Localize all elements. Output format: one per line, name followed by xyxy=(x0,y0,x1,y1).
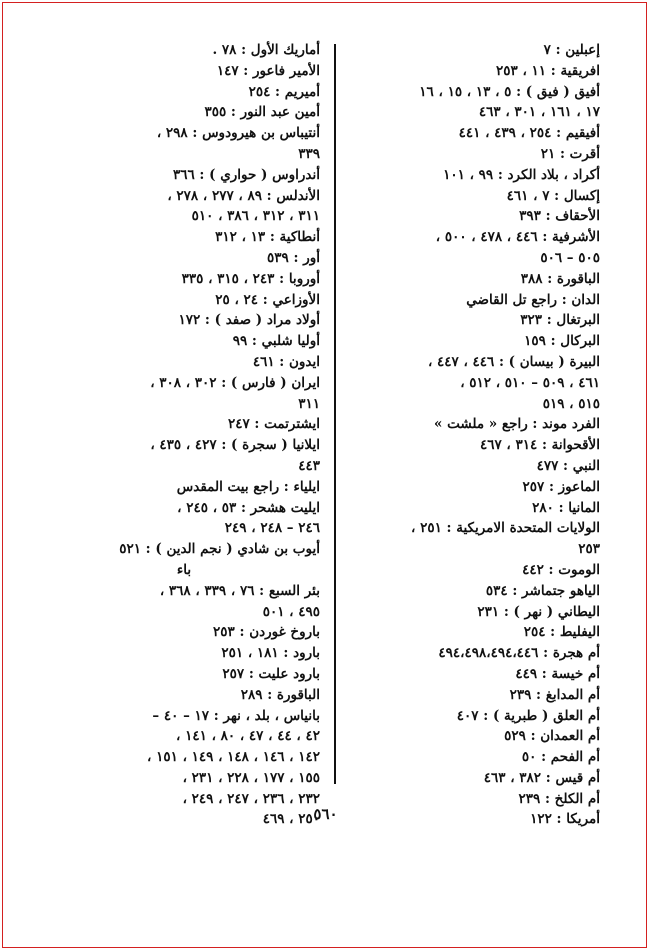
index-entry: البركال : ١٥٩ xyxy=(524,333,600,350)
index-entry: ٢٤٦ – ٢٤٨ ، ٢٤٩ xyxy=(224,520,320,537)
index-entry: ايدون : ٤٦١ xyxy=(252,353,320,370)
index-entry: ١٤٢ ، ١٤٦ ، ١٤٨ ، ١٤٩ ، ١٥١ ، xyxy=(147,749,320,766)
index-entry: ٣١١ ، ٣١٢ ، ٣٨٦ ، ٥١٠ xyxy=(191,208,320,225)
index-entry: ايلياء : راجع بيت المقدس xyxy=(176,478,320,495)
index-entry: أم خيسة : ٤٤٩ xyxy=(515,665,600,682)
index-entry: أم قيس : ٣٨٢ ، ٤٦٣ xyxy=(483,769,600,786)
index-entry: أنتيباس بن هيرودوس : ٢٩٨ ، xyxy=(156,125,320,142)
index-entry: اليفليط : ٢٥٤ xyxy=(523,624,600,641)
index-entry: أيوب بن شادي ( نجم الدين ) : ٥٢١ xyxy=(119,541,320,558)
index-entry: أوروبا : ٢٤٣ ، ٣١٥ ، ٣٣٥ xyxy=(181,270,320,287)
index-column-left xyxy=(48,40,320,830)
index-entry: أم هجرة : ٤٩٤،٤٩٨،٤٩٤،٤٤٦ xyxy=(438,645,600,662)
index-entry: الأشرفية : ٤٤٦ ، ٤٧٨ ، ٥٠٠ ، xyxy=(435,229,600,246)
index-entry: ١٥٥ ، ١٧٧ ، ٢٢٨ ، ٢٣١ ، xyxy=(182,769,320,786)
index-entry: أندراوس ( حواري ) : ٣٦٦ xyxy=(172,166,320,183)
index-entry: بانياس ، بلد ، نهر : ١٧ – ٤٠ – xyxy=(152,707,320,724)
index-entry: النبي : ٤٧٧ xyxy=(536,457,600,474)
index-entry: ايران ( فارس ) : ٣٠٢ ، ٣٠٨ ، xyxy=(150,374,320,391)
index-entry: ايليت هشحر : ٥٣ ، ٢٤٥ ، xyxy=(177,499,320,516)
index-entry: الباقورة : ٣٨٨ xyxy=(520,270,600,287)
index-entry: بئر السبع : ٧٦ ، ٣٣٩ ، ٣٦٨ ، xyxy=(159,582,320,599)
index-entry: أنطاكية : ١٣ ، ٣١٢ xyxy=(215,229,320,246)
index-entry: أم المدابغ : ٢٣٩ xyxy=(509,686,600,703)
index-entry: الباقورة : ٢٨٩ xyxy=(240,686,320,703)
index-entry: أم الكلخ : ٢٣٩ xyxy=(518,790,600,807)
index-entry: أفيقيم : ٢٥٤ ، ٤٣٩ ، ٤٤١ xyxy=(458,125,600,142)
index-entry: ٤٤٣ xyxy=(298,457,320,474)
index-entry: ٣٣٩ xyxy=(298,145,320,162)
index-column-right xyxy=(346,40,600,830)
index-entry: الفرد موند : راجع « ملشت » xyxy=(433,416,600,433)
index-entry: باء xyxy=(176,561,192,578)
index-entry: أماريك الأول : ٧٨ . xyxy=(212,42,320,58)
index-entry: الأحقاف : ٣٩٣ xyxy=(519,208,600,225)
index-entry: البيرة ( بيسان ) : ٤٤٦ ، ٤٤٧ ، xyxy=(427,353,600,370)
index-entry: أميريم : ٢٥٤ xyxy=(248,83,320,100)
index-entry: باروخ غوردن : ٢٥٣ xyxy=(213,624,320,641)
index-entry: الوموت : ٤٤٢ xyxy=(522,561,600,578)
index-entry: ٤٢ ، ٤٤ ، ٤٧ ، ٨٠ ، ١٤١ ، xyxy=(176,728,320,745)
index-entry: البرتغال : ٣٢٣ xyxy=(520,312,600,329)
index-entry: أوليا شلبي : ٩٩ xyxy=(232,333,320,350)
page-number: ٥٦٠ xyxy=(313,805,338,823)
index-entry: بارود عليت : ٢٥٧ xyxy=(222,665,320,682)
index-entry: الدان : راجع تل القاضي xyxy=(466,291,600,308)
index-entry: ٣١١ xyxy=(298,395,320,412)
column-divider xyxy=(334,44,336,784)
index-entry: ٢٥٠ ، ٤٦٩ xyxy=(262,811,320,828)
index-entry: ٥٠٥ – ٥٠٦ xyxy=(540,249,600,266)
index-entry: بارود : ١٨١ ، ٢٥١ xyxy=(221,645,320,662)
index-entry: أكراد ، بلاد الكرد : ٩٩ ، ١٠١ xyxy=(443,166,600,183)
index-entry: ٢٥٣ xyxy=(578,541,600,558)
index-entry: ٤٦١ ، ٥٠٩ – ٥١٠ ، ٥١٢ ، xyxy=(460,374,600,391)
index-entry: ١٧ ، ١٦١ ، ٣٠١ ، ٤٦٣ xyxy=(478,104,600,121)
index-entry: افريقية : ١١ ، ٢٥٣ xyxy=(496,62,600,79)
index-entry: الياهو جتماشر : ٥٣٤ xyxy=(485,582,600,599)
index-entry: ايلانيا ( سجرة ) : ٤٢٧ ، ٤٣٥ ، xyxy=(150,437,320,454)
index-entry: ايشترتمت : ٢٤٧ xyxy=(227,416,320,433)
index-entry: أور : ٥٣٩ xyxy=(267,249,320,266)
index-entry: أم الفحم : ٥٠ xyxy=(521,749,600,766)
index-entry: الأندلس : ٨٩ ، ٢٧٧ ، ٢٧٨ ، xyxy=(167,187,320,204)
index-entry: إكسال : ٧ ، ٤٦١ xyxy=(506,187,600,204)
index-entry: اليطاني ( نهر ) : ٢٣١ xyxy=(477,603,600,620)
index-entry: أولاد مراد ( صفد ) : ١٧٢ xyxy=(178,312,320,329)
index-entry: أم العمدان : ٥٢٩ xyxy=(504,728,600,745)
index-entry: ٤٩٥ ، ٥٠١ xyxy=(262,603,320,620)
index-entry: الأقحوانة : ٣١٤ ، ٤٦٧ xyxy=(479,437,600,454)
index-entry: الأمير فاعور : ١٤٧ xyxy=(216,62,320,79)
index-entry: إعبلين : ٧ xyxy=(543,42,600,58)
index-entry: الأوزاعي : ٢٤ ، ٢٥ xyxy=(215,291,320,308)
index-entry: الماعوز : ٢٥٧ xyxy=(522,478,600,495)
index-entry: ٢٣٢ ، ٢٣٦ ، ٢٤٧ ، ٢٤٩ ، xyxy=(182,790,320,807)
index-entry: أقرت : ٢١ xyxy=(540,145,600,162)
index-entry: أفيق ( فيق ) : ٥ ، ١٣ ، ١٥ ، ١٦ xyxy=(419,83,600,100)
index-entry: ٥١٥ ، ٥١٩ xyxy=(542,395,600,412)
index-entry: الولايات المتحدة الامريكية : ٢٥١ ، xyxy=(411,520,600,537)
index-entry: أم العلق ( طبرية ) : ٤٠٧ xyxy=(456,707,600,724)
index-entry: أمين عبد النور : ٣٥٥ xyxy=(204,104,320,121)
index-entry: المانيا : ٢٨٠ xyxy=(532,499,600,516)
index-entry: أمريكا : ١٢٢ xyxy=(530,811,600,828)
